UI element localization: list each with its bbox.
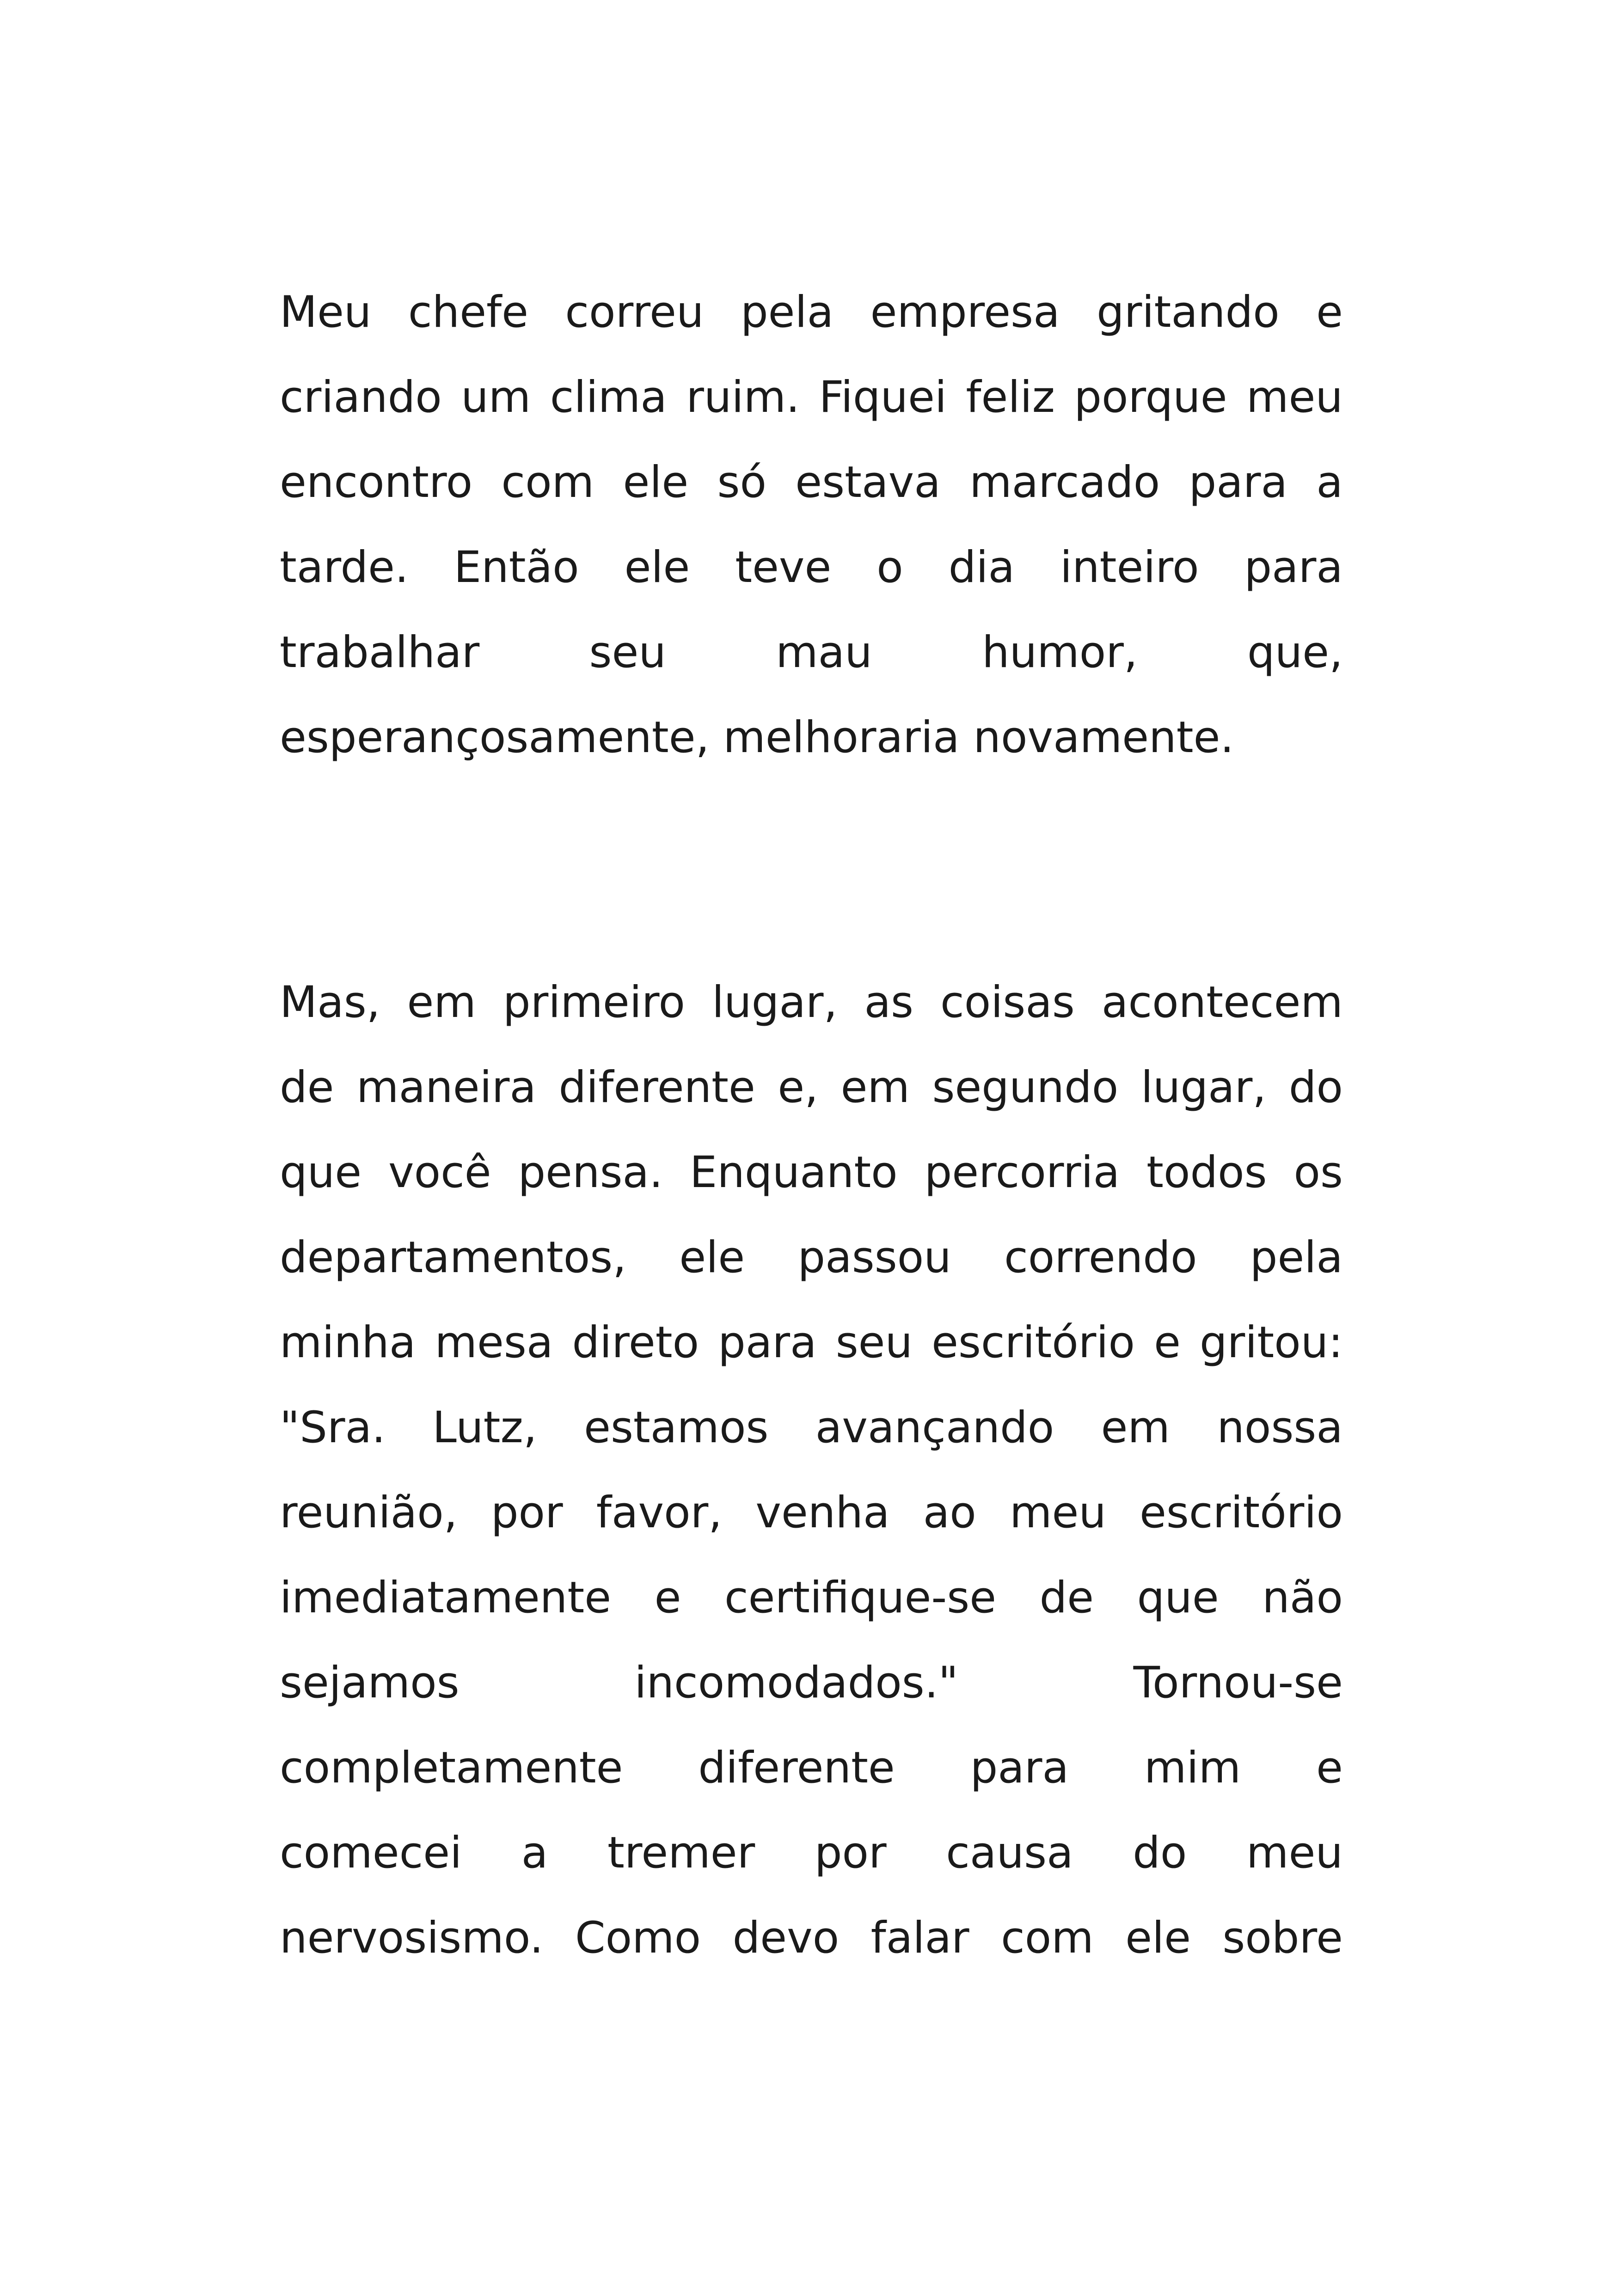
paragraph-line: de maneira diferente e, em segundo lugar, do	[280, 1062, 1343, 1113]
paragraph-line: "Sra. Lutz, estamos avançando em nossa	[280, 1402, 1343, 1453]
paragraph-line: Mas, em primeiro lugar, as coisas acontecem	[280, 977, 1343, 1028]
paragraph-line: reunião, por favor, venha ao meu escritório	[280, 1488, 1343, 1538]
paragraph-line: imediatamente e certifique-se de que não	[280, 1573, 1343, 1623]
paragraph-line: nervosismo. Como devo falar com ele sobre	[280, 1913, 1343, 1963]
paragraph-line: departamentos, ele passou correndo pela	[280, 1232, 1343, 1283]
paragraph-line: completamente diferente para mim e	[280, 1743, 1343, 1793]
paragraph-line: encontro com ele só estava marcado para a	[280, 457, 1343, 508]
paragraph-2	[280, 960, 1343, 1981]
paragraph-line: trabalhar seu mau humor, que,	[280, 627, 1343, 678]
paragraph-line: minha mesa direto para seu escritório e gritou:	[280, 1317, 1343, 1368]
paragraph-line: Meu chefe correu pela empresa gritando e	[280, 287, 1343, 337]
paragraph-line: esperançosamente, melhoraria novamente.	[280, 712, 1234, 763]
paragraph-1	[280, 270, 1343, 780]
paragraph-line: criando um clima ruim. Fiquei feliz porque meu	[280, 372, 1343, 422]
paragraph-line: comecei a tremer por causa do meu	[280, 1828, 1343, 1878]
paragraph-line: tarde. Então ele teve o dia inteiro para	[280, 542, 1343, 593]
paragraph-line: sejamos incomodados." Tornou-se	[280, 1658, 1343, 1708]
paragraph-line: que você pensa. Enquanto percorria todos os	[280, 1147, 1343, 1198]
